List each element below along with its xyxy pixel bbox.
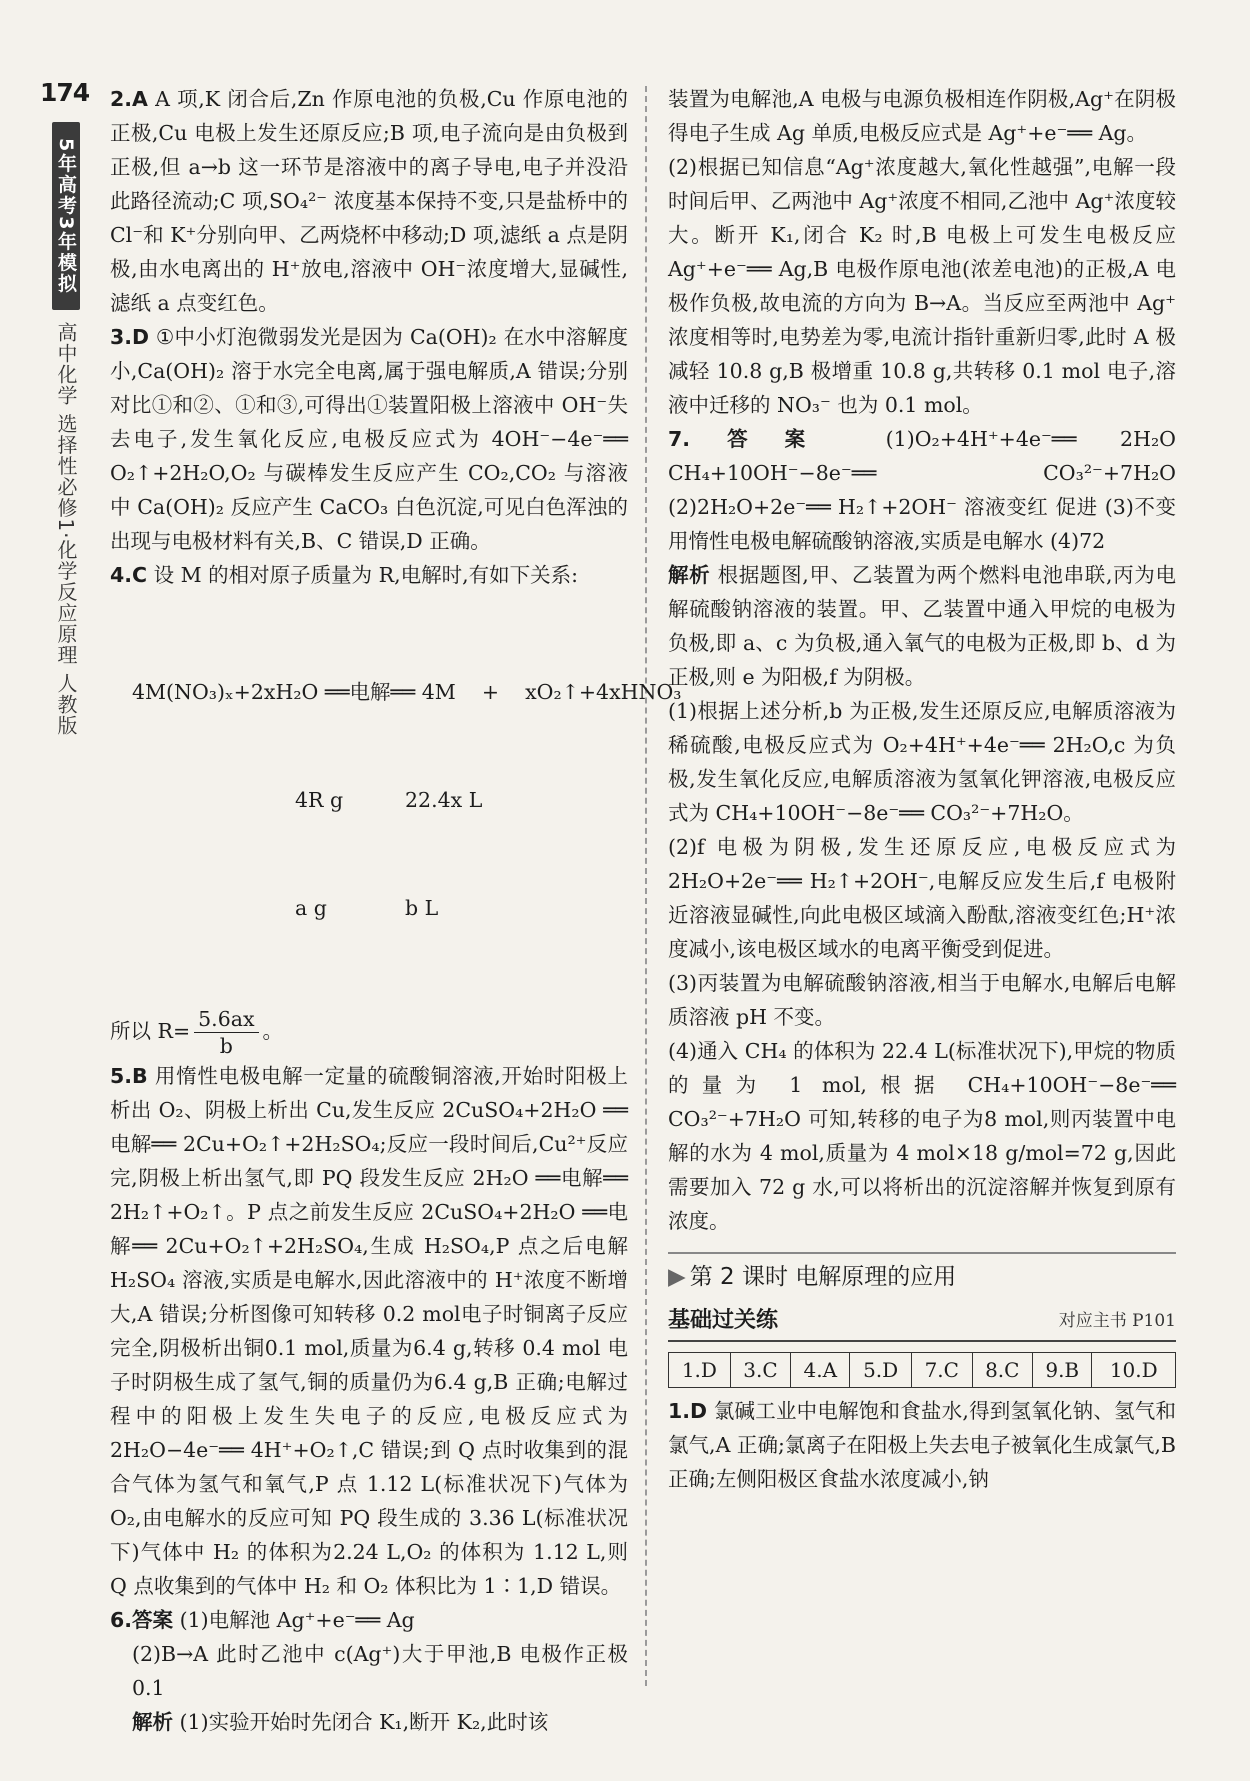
- answer-3-text: ①中小灯泡微弱发光是因为 Ca(OH)₂ 在水中溶解度小,Ca(OH)₂ 溶于水完全电离,属于强电解质,A 错误;分别对比①和②、①和③,可得出①装置阳极上溶液中 OH⁻失去电子,发生氧化反应,电极反应式为 4OH⁻−4e⁻══ O₂↑+2H₂O,O₂ 与碳棒发生反应产生 CO₂,CO₂ 与溶液中 Ca(OH)₂ 反应产生 CaCO₃ 白色沉淀,可见白色浑浊的出现与电极材料有关,B、C 错误,D 正确。: [110, 325, 628, 553]
- answer-6-analysis: [110, 1705, 628, 1739]
- practice-title: 基础过关练: [668, 1308, 779, 1333]
- answer-3: [110, 320, 628, 558]
- answer-6-part2: (2)B→A 此时乙池中 c(Ag⁺)大于甲池,B 电极作正极 0.1: [132, 1642, 628, 1700]
- answer-4-number: 4.C: [110, 563, 148, 587]
- eq-volume: 22.4x L: [405, 788, 483, 812]
- practice-answer-1-number: 1.D: [668, 1399, 708, 1423]
- analysis-7-part1: (1)根据上述分析,b 为正极,发生还原反应,电解质溶液为稀硫酸,电极反应式为 O₂+4H⁺+4e⁻══ 2H₂O,c 为负极,发生氧化反应,电解质溶液为氢氧化钾溶液,电极反应式为 CH₄+10OH⁻−8e⁻══ CO₃²⁻+7H₂O。: [668, 699, 1176, 825]
- triangle-icon: ▶: [668, 1264, 686, 1290]
- eq-mass: 4R g: [295, 788, 344, 812]
- answer-4: [110, 558, 628, 592]
- analysis-label-7: 解析: [668, 563, 711, 587]
- answer-5-number: 5.B: [110, 1064, 148, 1088]
- practice-answer-1: [668, 1394, 1176, 1496]
- answer-6: [110, 1603, 628, 1637]
- answer-3-number: 3.D: [110, 325, 150, 349]
- answer-6-continued: 装置为电解池,A 电极与电源负极相连作阴极,Ag⁺在阴极得电子生成 Ag 单质,电极反应式是 Ag⁺+e⁻══ Ag。: [668, 87, 1176, 145]
- answer-cell: 5.D: [850, 1353, 912, 1388]
- analysis-7-part2: (2)f 电极为阴极,发生还原反应,电极反应式为 2H₂O+2e⁻══ H₂↑+2OH⁻,电解反应发生后,f 电极附近溶液显碱性,向此电极区域滴入酚酞,溶液变红色;H⁺浓度减小,该电极区域水的电离平衡受到促进。: [668, 835, 1176, 961]
- series-badge: 5年高考3年模拟: [52, 122, 80, 310]
- right-column: [668, 82, 1176, 1496]
- answer-6-part2-analysis: (2)根据已知信息“Ag⁺浓度越大,氧化性越强”,电解一段时间后甲、乙两池中 Ag⁺浓度不相同,乙池中 Ag⁺浓度较大。断开 K₁,闭合 K₂ 时,B 电极上可发生电极反应 Ag⁺+e⁻══ Ag,B 电极作原电池(浓差电池)的正极,A 电极作负极,故电流的方向为 B→A。当反应至两池中 Ag⁺浓度相等时,电势差为零,电流计指针重新归零,此时 A 极减轻 10.8 g,B 极增重 10.8 g,共转移 0.1 mol 电子,溶液中迁移的 NO₃⁻ 也为 0.1 mol。: [668, 155, 1176, 417]
- answer-table: [668, 1352, 1176, 1388]
- answer-cell: 8.C: [972, 1353, 1033, 1388]
- equation-line-2: [132, 782, 628, 818]
- analysis-7-part3: (3)丙装置为电解硫酸钠溶液,相当于电解水,电解后电解质溶液 pH 不变。: [668, 971, 1176, 1029]
- page-number: 174: [40, 78, 90, 107]
- fraction-denominator: b: [219, 1034, 233, 1058]
- result-fraction: [194, 1006, 258, 1059]
- lesson-title: 第 2 课时 电解原理的应用: [689, 1264, 957, 1290]
- answer-cell: 10.D: [1092, 1353, 1176, 1388]
- answer-6-number: 6.答案: [110, 1608, 174, 1632]
- eq-volume-b: b L: [405, 896, 439, 920]
- analysis-7-part4: (4)通入 CH₄ 的体积为 22.4 L(标准状况下),甲烷的物质的量为 1 mol,根据 CH₄+10OH⁻−8e⁻══ CO₃²⁻+7H₂O 可知,转移的电子为8 mol,则丙装置中电解的水为 4 mol,质量为 4 mol×18 g/mol=72 g,因此需要加入 72 g 水,可以将析出的沉淀溶解并恢复到原有浓度。: [668, 1039, 1176, 1233]
- eq-mass-a: a g: [295, 896, 327, 920]
- answer-2-number: 2.A: [110, 87, 148, 111]
- left-column: [110, 82, 682, 1739]
- equation-line-3: [132, 890, 628, 926]
- answer-cell: 7.C: [912, 1353, 973, 1388]
- answer-cell: 9.B: [1033, 1353, 1092, 1388]
- answer-cell: 1.D: [669, 1353, 731, 1388]
- book-title: 高中化学 选择性必修1·化学反应原理 人教版: [54, 322, 78, 736]
- answer-2-text: A 项,K 闭合后,Zn 作原电池的负极,Cu 作原电池的正极,Cu 电极上发生还原反应;B 项,电子流向是由负极到正极,但 a→b 这一环节是溶液中的离子导电,电子并没沿此路径流动;C 项,SO₄²⁻ 浓度基本保持不变,只是盐桥中的 Cl⁻和 K⁺分别向甲、乙两烧杯中移动;D 项,滤纸 a 点是阴极,由水电离出的 H⁺放电,溶液中 OH⁻浓度增大,显碱性,滤纸 a 点变红色。: [110, 87, 628, 315]
- analysis-text: (1)实验开始时先闭合 K₁,断开 K₂,此时该: [179, 1710, 549, 1734]
- answer-4-equation: [132, 602, 682, 998]
- answer-2: [110, 82, 628, 320]
- lesson-heading: [668, 1252, 1176, 1294]
- answer-7-number: 7.答案: [668, 427, 843, 451]
- answer-5: [110, 1059, 628, 1603]
- practice-header: [668, 1304, 1176, 1342]
- answer-7-answer: (1)O₂+4H⁺+4e⁻══ 2H₂O CH₄+10OH⁻−8e⁻══ CO₃²⁻+7H₂O (2)2H₂O+2e⁻══ H₂↑+2OH⁻ 溶液变红 促进 (3)不变 用惰性电极电解硫酸钠溶液,实质是电解水 (4)72: [668, 427, 1176, 553]
- analysis-label: 解析: [132, 1710, 173, 1734]
- fraction-numerator: 5.6ax: [194, 1006, 258, 1033]
- answer-4-result: [110, 1006, 628, 1059]
- result-end: 。: [262, 1019, 284, 1043]
- equation-line-1: 4M(NO₃)ₓ+2xH₂O ══电解══ 4M + xO₂↑+4xHNO₃: [132, 680, 682, 704]
- answer-4-text: 设 M 的相对原子质量为 R,电解时,有如下关系:: [153, 563, 579, 587]
- practice-answer-1-text: 氯碱工业中电解饱和食盐水,得到氢氧化钠、氢气和氯气,A 正确;氯离子在阳极上失去电子被氧化生成氯气,B 正确;左侧阳极区食盐水浓度减小,钠: [668, 1399, 1176, 1491]
- answer-5-text: 用惰性电极电解一定量的硫酸铜溶液,开始时阳极上析出 O₂、阴极上析出 Cu,发生反应 2CuSO₄+2H₂O ══电解══ 2Cu+O₂↑+2H₂SO₄;反应一段时间后,Cu²⁺反应完,阴极上析出氢气,即 PQ 段发生反应 2H₂O ══电解══ 2H₂↑+O₂↑。P 点之前发生反应 2CuSO₄+2H₂O ══电解══ 2Cu+O₂↑+2H₂SO₄,生成 H₂SO₄,P 点之后电解 H₂SO₄ 溶液,实质是电解水,因此溶液中的 H⁺浓度不断增大,A 错误;分析图像可知转移 0.2 mol电子时铜离子反应完全,阴极析出铜0.1 mol,质量为6.4 g,转移 0.4 mol 电子时阴极生成了氢气,铜的质量仍为6.4 g,B 正确;电解过程中的阳极上发生失电子的反应,电极反应式为 2H₂O−4e⁻══ 4H⁺+O₂↑,C 错误;到 Q 点时收集到的混合气体为氢气和氧气,P 点 1.12 L(标准状况下)气体为 O₂,由电解水的反应可知 PQ 段生成的 3.36 L(标准状况下)气体中 H₂ 的体积为2.24 L,O₂ 的体积为 1.12 L,则 Q 点收集到的气体中 H₂ 和 O₂ 体积比为 1∶1,D 错误。: [110, 1064, 628, 1598]
- practice-reference: 对应主书 P101: [1058, 1311, 1176, 1331]
- analysis-7-text: 根据题图,甲、乙装置为两个燃料电池串联,丙为电解硫酸钠溶液的装置。甲、乙装置中通入甲烷的电极为负极,即 a、c 为负极,通入氧气的电极为正极,即 b、d 为正极,则 e 为阳极,f 为阴极。: [668, 563, 1176, 689]
- answer-cell: 4.A: [791, 1353, 850, 1388]
- answer-7: [668, 422, 1176, 558]
- answer-7-analysis: [668, 558, 1176, 694]
- answer-cell: 3.C: [730, 1353, 791, 1388]
- table-row: [669, 1353, 1176, 1388]
- column-divider: [645, 86, 647, 1686]
- answer-6-part1: (1)电解池 Ag⁺+e⁻══ Ag: [179, 1608, 415, 1632]
- result-prefix: 所以 R=: [110, 1019, 191, 1043]
